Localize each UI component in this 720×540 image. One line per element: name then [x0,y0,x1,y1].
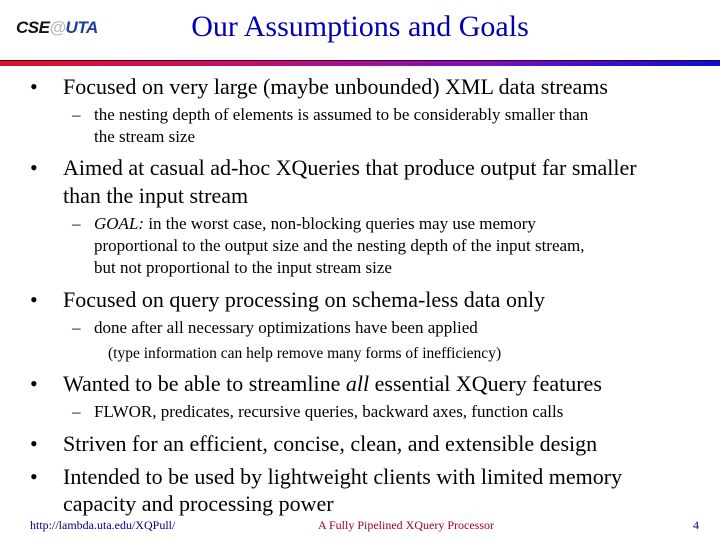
goal-label: GOAL: [94,214,145,233]
bullet-1: Focused on very large (maybe unbounded) XML data streams [63,74,608,99]
footer-talk-title: A Fully Pipelined XQuery Processor [318,518,494,532]
sub-2-1-cont: but not proportional to the input stream size [94,258,392,277]
logo-at: @ [49,18,66,37]
bullet-6: Intended to be used by lightweight clients with limited memory [63,464,623,489]
bullet-marker: • [30,431,38,456]
dash-marker: – [72,402,81,421]
dash-marker: – [72,105,81,124]
goal-text: in the worst case, non-blocking queries may use memory [144,214,536,233]
bullet-4 [63,371,602,397]
title-text: Our Assumptions and Goals [191,10,529,43]
bullet-5: Striven for an efficient, concise, clean, and extensible design [63,431,598,456]
sub-2-1-cont: proportional to the output size and the nesting depth of the input stream, [94,236,585,255]
dash-marker: – [72,318,81,337]
page-number: 4 [693,518,699,532]
gradient-divider [0,60,720,66]
bullet-marker: • [30,464,38,489]
logo-uta: UTA [65,18,98,37]
sub-1-1: the nesting depth of elements is assumed to be considerably smaller than [94,105,589,124]
bullet-marker: • [30,287,38,312]
bullet-6-cont: capacity and processing power [63,491,334,516]
slide-title [0,10,720,44]
bullet-2-cont: than the input stream [63,183,249,208]
dash-marker: – [72,214,81,233]
bullet-4-pre: Wanted to be able to streamline [63,371,346,396]
bullet-4-emphasis: all [345,371,370,396]
note-3: (type information can help remove many forms of inefficiency) [108,345,502,362]
bullet-2: Aimed at casual ad-hoc XQueries that produce output far smaller [63,155,637,180]
logo-cse: CSE [16,18,50,37]
sub-1-1-cont: the stream size [94,127,196,146]
bullet-4-post: essential XQuery features [369,371,602,396]
bullet-3: Focused on query processing on schema-less data only [63,287,546,312]
footer-url[interactable]: http://lambda.uta.edu/XQPull/ [30,518,176,532]
sub-2-1 [94,214,536,234]
bullet-marker: • [30,371,38,396]
sub-3-1: done after all necessary optimizations have been applied [94,318,478,337]
bullet-marker: • [30,155,38,180]
sub-4-1: FLWOR, predicates, recursive queries, backward axes, function calls [94,402,564,421]
bullet-marker: • [30,74,38,99]
